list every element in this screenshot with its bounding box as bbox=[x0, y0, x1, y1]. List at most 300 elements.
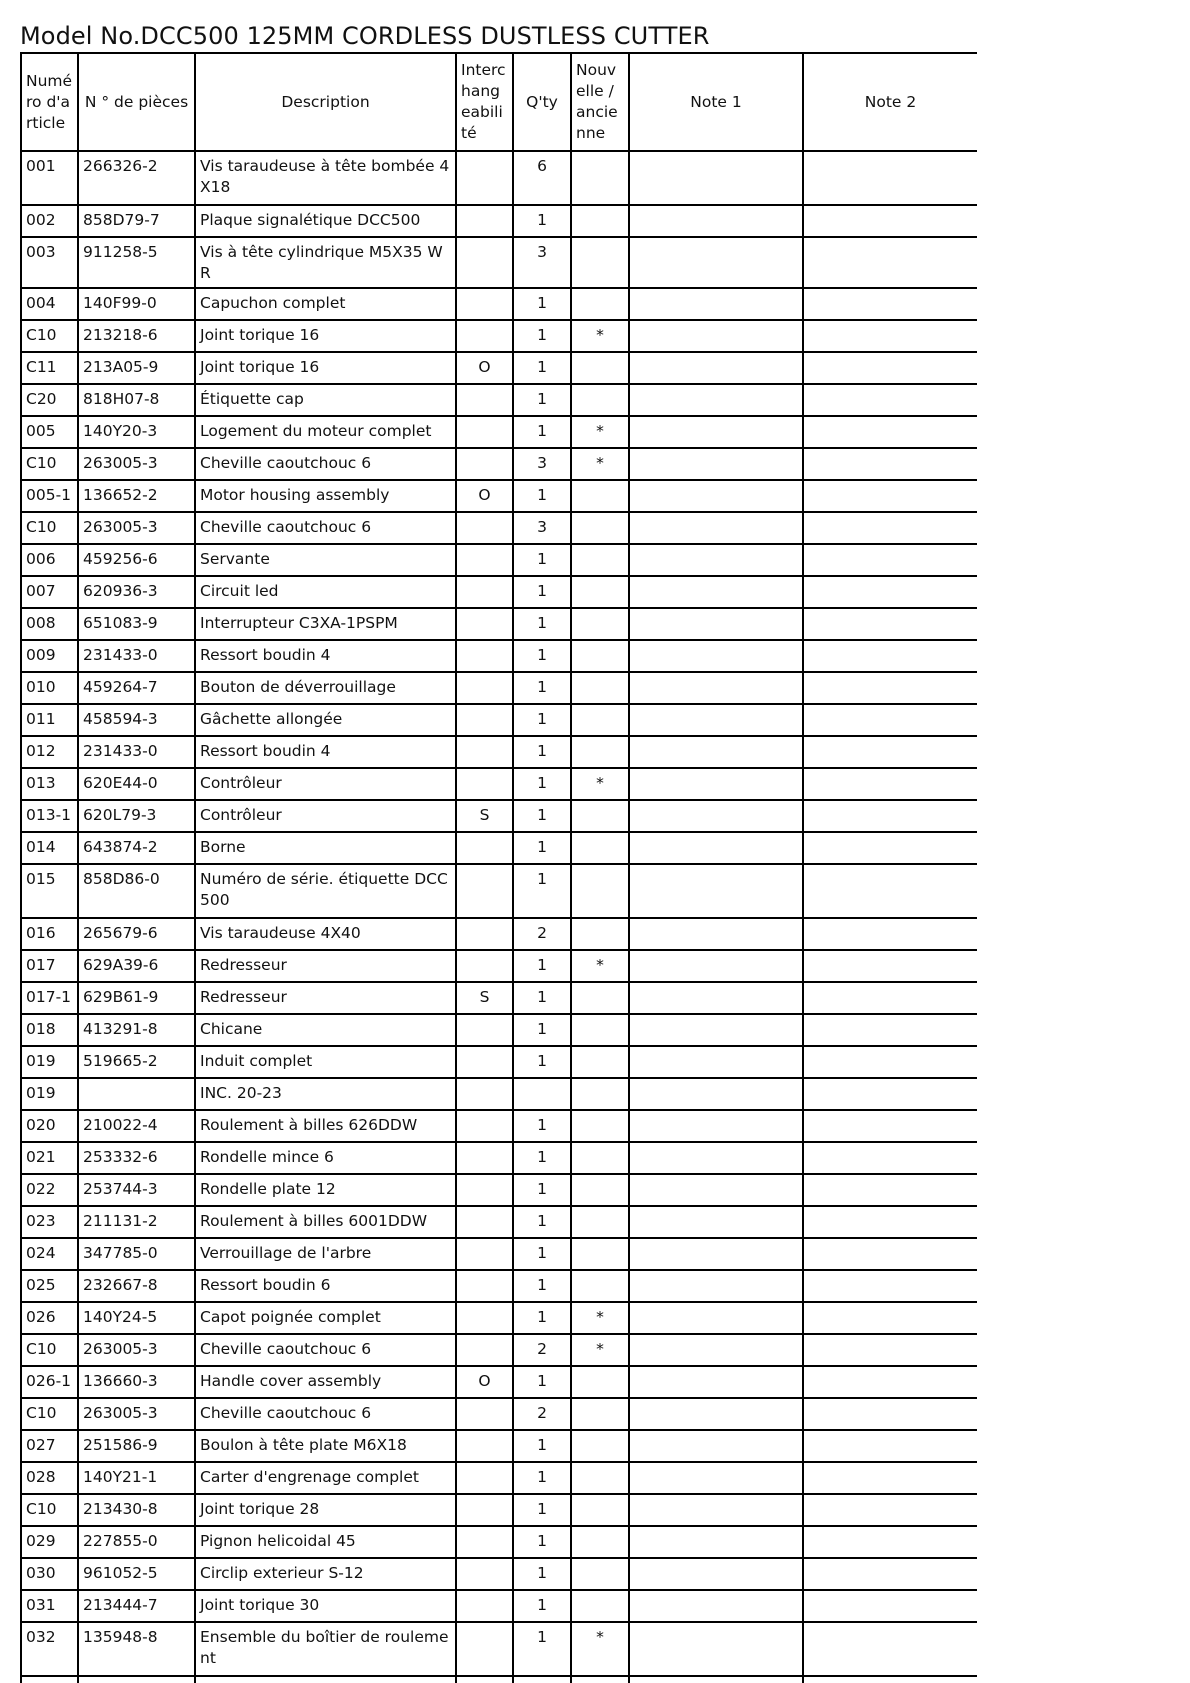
cell-quantity: 1 bbox=[513, 352, 571, 384]
cell-note-1 bbox=[629, 864, 803, 918]
cell-part-number: 136660-3 bbox=[78, 1366, 195, 1398]
cell-item-number: 005 bbox=[21, 416, 78, 448]
table-row bbox=[21, 864, 977, 918]
cell-item-number: 031 bbox=[21, 1590, 78, 1622]
page-title: Model No.DCC500 125MM CORDLESS DUSTLESS CUTTER bbox=[20, 22, 710, 50]
table-row bbox=[21, 918, 977, 950]
cell-note-2 bbox=[803, 800, 977, 832]
cell-description: Ressort boudin 4 bbox=[195, 736, 456, 768]
cell-new-old bbox=[571, 608, 629, 640]
cell-item-number: 005-1 bbox=[21, 480, 78, 512]
cell-quantity: 1 bbox=[513, 1238, 571, 1270]
empty-cell bbox=[456, 1676, 513, 1683]
cell-interchangeability: O bbox=[456, 352, 513, 384]
cell-new-old bbox=[571, 832, 629, 864]
table-row bbox=[21, 1334, 977, 1366]
cell-note-1 bbox=[629, 416, 803, 448]
cell-interchangeability bbox=[456, 1014, 513, 1046]
cell-description: Roulement à billes 6001DDW bbox=[195, 1206, 456, 1238]
table-row bbox=[21, 608, 977, 640]
parts-table bbox=[20, 52, 977, 1683]
cell-note-1 bbox=[629, 1366, 803, 1398]
cell-note-2 bbox=[803, 704, 977, 736]
column-header-interchangeability: Interchangeabilité bbox=[456, 53, 513, 151]
cell-quantity: 1 bbox=[513, 1622, 571, 1676]
cell-note-1 bbox=[629, 832, 803, 864]
cell-new-old: * bbox=[571, 950, 629, 982]
cell-new-old bbox=[571, 672, 629, 704]
cell-item-number: C10 bbox=[21, 512, 78, 544]
cell-note-1 bbox=[629, 1206, 803, 1238]
cell-quantity: 1 bbox=[513, 640, 571, 672]
cell-note-2 bbox=[803, 384, 977, 416]
cell-note-1 bbox=[629, 1238, 803, 1270]
cell-new-old bbox=[571, 237, 629, 288]
cell-description: Contrôleur bbox=[195, 800, 456, 832]
cell-item-number: 001 bbox=[21, 151, 78, 205]
cell-description: Plaque signalétique DCC500 bbox=[195, 205, 456, 237]
cell-note-1 bbox=[629, 1110, 803, 1142]
cell-note-1 bbox=[629, 480, 803, 512]
cell-interchangeability bbox=[456, 1270, 513, 1302]
cell-new-old bbox=[571, 704, 629, 736]
cell-item-number: 024 bbox=[21, 1238, 78, 1270]
cell-item-number: 020 bbox=[21, 1110, 78, 1142]
cell-part-number: 213A05-9 bbox=[78, 352, 195, 384]
cell-note-2 bbox=[803, 1046, 977, 1078]
cell-note-1 bbox=[629, 448, 803, 480]
cell-item-number: 019 bbox=[21, 1078, 78, 1110]
cell-note-1 bbox=[629, 352, 803, 384]
cell-quantity: 1 bbox=[513, 832, 571, 864]
cell-note-2 bbox=[803, 864, 977, 918]
cell-note-1 bbox=[629, 736, 803, 768]
cell-description: Pignon helicoidal 45 bbox=[195, 1526, 456, 1558]
column-header-description: Description bbox=[195, 53, 456, 151]
cell-description: Vis taraudeuse à tête bombée 4X18 bbox=[195, 151, 456, 205]
cell-note-2 bbox=[803, 640, 977, 672]
cell-interchangeability bbox=[456, 950, 513, 982]
cell-new-old bbox=[571, 1046, 629, 1078]
cell-note-1 bbox=[629, 640, 803, 672]
cell-note-2 bbox=[803, 544, 977, 576]
cell-part-number: 135948-8 bbox=[78, 1622, 195, 1676]
cell-note-2 bbox=[803, 918, 977, 950]
cell-item-number: 009 bbox=[21, 640, 78, 672]
column-header-new-old: Nouvelle / ancienne bbox=[571, 53, 629, 151]
cell-new-old bbox=[571, 1014, 629, 1046]
cell-note-2 bbox=[803, 320, 977, 352]
cell-quantity: 1 bbox=[513, 544, 571, 576]
table-row bbox=[21, 1270, 977, 1302]
cell-part-number: 266326-2 bbox=[78, 151, 195, 205]
cell-note-1 bbox=[629, 1430, 803, 1462]
cell-part-number: 458594-3 bbox=[78, 704, 195, 736]
cell-note-2 bbox=[803, 1302, 977, 1334]
cell-part-number: 818H07-8 bbox=[78, 384, 195, 416]
cell-part-number: 961052-5 bbox=[78, 1558, 195, 1590]
table-row bbox=[21, 1430, 977, 1462]
cell-item-number: 029 bbox=[21, 1526, 78, 1558]
cell-interchangeability: O bbox=[456, 1366, 513, 1398]
cell-quantity: 2 bbox=[513, 1398, 571, 1430]
cell-new-old: * bbox=[571, 768, 629, 800]
cell-quantity: 1 bbox=[513, 1590, 571, 1622]
cell-new-old bbox=[571, 544, 629, 576]
cell-interchangeability bbox=[456, 608, 513, 640]
cell-interchangeability bbox=[456, 1238, 513, 1270]
cell-interchangeability bbox=[456, 1622, 513, 1676]
cell-quantity: 1 bbox=[513, 768, 571, 800]
cell-part-number: 858D86-0 bbox=[78, 864, 195, 918]
table-row bbox=[21, 1366, 977, 1398]
cell-new-old bbox=[571, 1430, 629, 1462]
cell-new-old bbox=[571, 1462, 629, 1494]
cell-interchangeability bbox=[456, 640, 513, 672]
cell-quantity: 3 bbox=[513, 448, 571, 480]
cell-item-number: 017 bbox=[21, 950, 78, 982]
cell-part-number: 253744-3 bbox=[78, 1174, 195, 1206]
cell-new-old bbox=[571, 1398, 629, 1430]
table-row bbox=[21, 1238, 977, 1270]
table-row bbox=[21, 416, 977, 448]
table-row bbox=[21, 800, 977, 832]
cell-item-number: 025 bbox=[21, 1270, 78, 1302]
cell-note-1 bbox=[629, 1462, 803, 1494]
cell-interchangeability bbox=[456, 1078, 513, 1110]
table-row bbox=[21, 288, 977, 320]
cell-part-number: 858D79-7 bbox=[78, 205, 195, 237]
table-row bbox=[21, 950, 977, 982]
cell-note-2 bbox=[803, 1238, 977, 1270]
table-row bbox=[21, 736, 977, 768]
cell-interchangeability bbox=[456, 1334, 513, 1366]
cell-part-number: 140Y20-3 bbox=[78, 416, 195, 448]
table-row bbox=[21, 672, 977, 704]
cell-interchangeability bbox=[456, 704, 513, 736]
cell-interchangeability bbox=[456, 1494, 513, 1526]
table-row bbox=[21, 1494, 977, 1526]
cell-note-2 bbox=[803, 736, 977, 768]
table-row bbox=[21, 352, 977, 384]
cell-new-old bbox=[571, 1238, 629, 1270]
cell-interchangeability bbox=[456, 672, 513, 704]
table-row bbox=[21, 576, 977, 608]
cell-description: Vis taraudeuse 4X40 bbox=[195, 918, 456, 950]
cell-item-number: C20 bbox=[21, 384, 78, 416]
cell-quantity: 1 bbox=[513, 1302, 571, 1334]
table-row bbox=[21, 151, 977, 205]
cell-quantity: 1 bbox=[513, 982, 571, 1014]
cell-item-number: 013-1 bbox=[21, 800, 78, 832]
cell-new-old bbox=[571, 640, 629, 672]
cell-description: Cheville caoutchouc 6 bbox=[195, 1398, 456, 1430]
cell-new-old: * bbox=[571, 416, 629, 448]
cell-note-1 bbox=[629, 608, 803, 640]
cell-description: Gâchette allongée bbox=[195, 704, 456, 736]
cell-part-number: 519665-2 bbox=[78, 1046, 195, 1078]
cell-note-2 bbox=[803, 982, 977, 1014]
table-row bbox=[21, 480, 977, 512]
cell-quantity: 1 bbox=[513, 1110, 571, 1142]
cell-part-number: 232667-8 bbox=[78, 1270, 195, 1302]
cell-new-old bbox=[571, 1526, 629, 1558]
cell-note-1 bbox=[629, 918, 803, 950]
cell-part-number: 251586-9 bbox=[78, 1430, 195, 1462]
cell-description: Joint torique 30 bbox=[195, 1590, 456, 1622]
cell-interchangeability bbox=[456, 448, 513, 480]
cell-note-2 bbox=[803, 1622, 977, 1676]
cell-interchangeability bbox=[456, 237, 513, 288]
cell-new-old bbox=[571, 205, 629, 237]
cell-description: Étiquette cap bbox=[195, 384, 456, 416]
cell-part-number: 253332-6 bbox=[78, 1142, 195, 1174]
cell-item-number: 028 bbox=[21, 1462, 78, 1494]
cell-note-1 bbox=[629, 512, 803, 544]
cell-part-number: 911258-5 bbox=[78, 237, 195, 288]
table-row bbox=[21, 1078, 977, 1110]
cell-note-2 bbox=[803, 448, 977, 480]
cell-note-2 bbox=[803, 480, 977, 512]
cell-part-number: 213218-6 bbox=[78, 320, 195, 352]
cell-new-old bbox=[571, 736, 629, 768]
cell-part-number bbox=[78, 1078, 195, 1110]
cell-description: Verrouillage de l'arbre bbox=[195, 1238, 456, 1270]
cell-part-number: 140Y24-5 bbox=[78, 1302, 195, 1334]
cell-note-2 bbox=[803, 608, 977, 640]
cell-interchangeability bbox=[456, 205, 513, 237]
cell-interchangeability bbox=[456, 918, 513, 950]
cell-description: Ensemble du boîtier de roulement bbox=[195, 1622, 456, 1676]
cell-new-old bbox=[571, 512, 629, 544]
cell-interchangeability bbox=[456, 864, 513, 918]
cell-note-2 bbox=[803, 512, 977, 544]
cell-note-2 bbox=[803, 576, 977, 608]
cell-new-old bbox=[571, 1270, 629, 1302]
cell-description: Redresseur bbox=[195, 982, 456, 1014]
table-row-partial bbox=[21, 1676, 977, 1683]
cell-new-old bbox=[571, 1494, 629, 1526]
cell-part-number: 263005-3 bbox=[78, 448, 195, 480]
cell-note-1 bbox=[629, 288, 803, 320]
cell-part-number: 651083-9 bbox=[78, 608, 195, 640]
cell-new-old bbox=[571, 1078, 629, 1110]
table-row bbox=[21, 640, 977, 672]
cell-new-old bbox=[571, 288, 629, 320]
cell-description: Chicane bbox=[195, 1014, 456, 1046]
cell-item-number: C10 bbox=[21, 1398, 78, 1430]
cell-note-2 bbox=[803, 288, 977, 320]
cell-quantity: 3 bbox=[513, 512, 571, 544]
cell-item-number: 004 bbox=[21, 288, 78, 320]
cell-note-1 bbox=[629, 1590, 803, 1622]
table-row bbox=[21, 1174, 977, 1206]
table-row bbox=[21, 205, 977, 237]
table-body bbox=[21, 151, 977, 1683]
cell-item-number: 027 bbox=[21, 1430, 78, 1462]
cell-note-2 bbox=[803, 1142, 977, 1174]
cell-part-number: 629A39-6 bbox=[78, 950, 195, 982]
cell-item-number: C10 bbox=[21, 448, 78, 480]
cell-item-number: 002 bbox=[21, 205, 78, 237]
cell-note-1 bbox=[629, 151, 803, 205]
cell-note-1 bbox=[629, 1270, 803, 1302]
cell-interchangeability bbox=[456, 512, 513, 544]
cell-quantity: 1 bbox=[513, 1430, 571, 1462]
cell-description: Roulement à billes 626DDW bbox=[195, 1110, 456, 1142]
cell-interchangeability bbox=[456, 1590, 513, 1622]
cell-item-number: 011 bbox=[21, 704, 78, 736]
cell-part-number: 459264-7 bbox=[78, 672, 195, 704]
cell-quantity: 1 bbox=[513, 1206, 571, 1238]
cell-description: Capuchon complet bbox=[195, 288, 456, 320]
cell-note-2 bbox=[803, 768, 977, 800]
empty-cell bbox=[78, 1676, 195, 1683]
cell-new-old bbox=[571, 1142, 629, 1174]
cell-item-number: 015 bbox=[21, 864, 78, 918]
cell-note-2 bbox=[803, 832, 977, 864]
column-header-note-1: Note 1 bbox=[629, 53, 803, 151]
cell-note-1 bbox=[629, 1014, 803, 1046]
empty-cell bbox=[195, 1676, 456, 1683]
table-header-row bbox=[21, 53, 977, 151]
cell-new-old bbox=[571, 918, 629, 950]
cell-description: Induit complet bbox=[195, 1046, 456, 1078]
cell-item-number: C11 bbox=[21, 352, 78, 384]
cell-part-number: 413291-8 bbox=[78, 1014, 195, 1046]
cell-quantity: 1 bbox=[513, 416, 571, 448]
empty-cell bbox=[571, 1676, 629, 1683]
cell-item-number: 026-1 bbox=[21, 1366, 78, 1398]
cell-interchangeability bbox=[456, 1110, 513, 1142]
cell-description: Borne bbox=[195, 832, 456, 864]
cell-quantity: 1 bbox=[513, 1494, 571, 1526]
cell-item-number: 007 bbox=[21, 576, 78, 608]
cell-note-1 bbox=[629, 950, 803, 982]
cell-quantity: 2 bbox=[513, 1334, 571, 1366]
cell-quantity: 1 bbox=[513, 576, 571, 608]
cell-new-old: * bbox=[571, 448, 629, 480]
cell-note-2 bbox=[803, 950, 977, 982]
cell-note-1 bbox=[629, 1078, 803, 1110]
cell-new-old bbox=[571, 864, 629, 918]
table-row bbox=[21, 1302, 977, 1334]
cell-quantity: 1 bbox=[513, 1174, 571, 1206]
cell-item-number: 021 bbox=[21, 1142, 78, 1174]
cell-note-2 bbox=[803, 1078, 977, 1110]
cell-item-number: 022 bbox=[21, 1174, 78, 1206]
cell-quantity: 1 bbox=[513, 608, 571, 640]
cell-quantity: 1 bbox=[513, 320, 571, 352]
cell-new-old bbox=[571, 576, 629, 608]
cell-item-number: 010 bbox=[21, 672, 78, 704]
cell-part-number: 211131-2 bbox=[78, 1206, 195, 1238]
cell-new-old: * bbox=[571, 1302, 629, 1334]
cell-description: Numéro de série. étiquette DCC500 bbox=[195, 864, 456, 918]
cell-quantity: 1 bbox=[513, 1366, 571, 1398]
cell-note-2 bbox=[803, 151, 977, 205]
cell-quantity: 1 bbox=[513, 704, 571, 736]
column-header-part-number: N ° de pièces bbox=[78, 53, 195, 151]
table-row bbox=[21, 832, 977, 864]
table-row bbox=[21, 1558, 977, 1590]
cell-note-2 bbox=[803, 1174, 977, 1206]
cell-note-2 bbox=[803, 1590, 977, 1622]
cell-item-number: 008 bbox=[21, 608, 78, 640]
cell-quantity: 1 bbox=[513, 1270, 571, 1302]
cell-note-2 bbox=[803, 1110, 977, 1142]
cell-item-number: 013 bbox=[21, 768, 78, 800]
cell-item-number: 026 bbox=[21, 1302, 78, 1334]
cell-quantity: 1 bbox=[513, 1142, 571, 1174]
cell-interchangeability bbox=[456, 384, 513, 416]
cell-note-1 bbox=[629, 384, 803, 416]
cell-note-2 bbox=[803, 1270, 977, 1302]
table-row bbox=[21, 384, 977, 416]
cell-description: Logement du moteur complet bbox=[195, 416, 456, 448]
cell-note-1 bbox=[629, 544, 803, 576]
empty-cell bbox=[513, 1676, 571, 1683]
cell-note-2 bbox=[803, 1206, 977, 1238]
cell-note-1 bbox=[629, 1526, 803, 1558]
table-row bbox=[21, 982, 977, 1014]
cell-description: Cheville caoutchouc 6 bbox=[195, 512, 456, 544]
cell-part-number: 347785-0 bbox=[78, 1238, 195, 1270]
cell-part-number: 227855-0 bbox=[78, 1526, 195, 1558]
cell-new-old bbox=[571, 1366, 629, 1398]
cell-item-number: 018 bbox=[21, 1014, 78, 1046]
cell-note-2 bbox=[803, 1430, 977, 1462]
cell-part-number: 265679-6 bbox=[78, 918, 195, 950]
cell-new-old bbox=[571, 384, 629, 416]
cell-new-old: * bbox=[571, 1622, 629, 1676]
table-row bbox=[21, 320, 977, 352]
cell-interchangeability: S bbox=[456, 800, 513, 832]
cell-description: Contrôleur bbox=[195, 768, 456, 800]
cell-interchangeability bbox=[456, 1174, 513, 1206]
cell-note-2 bbox=[803, 1334, 977, 1366]
cell-new-old bbox=[571, 800, 629, 832]
cell-note-2 bbox=[803, 1462, 977, 1494]
column-header-item-number: Numéro d'article bbox=[21, 53, 78, 151]
cell-new-old bbox=[571, 1206, 629, 1238]
cell-note-2 bbox=[803, 416, 977, 448]
cell-note-1 bbox=[629, 672, 803, 704]
cell-description: INC. 20-23 bbox=[195, 1078, 456, 1110]
cell-interchangeability bbox=[456, 1302, 513, 1334]
cell-interchangeability bbox=[456, 1046, 513, 1078]
cell-description: Rondelle plate 12 bbox=[195, 1174, 456, 1206]
cell-item-number: 030 bbox=[21, 1558, 78, 1590]
cell-interchangeability bbox=[456, 1558, 513, 1590]
cell-interchangeability bbox=[456, 736, 513, 768]
cell-part-number: 629B61-9 bbox=[78, 982, 195, 1014]
cell-quantity: 1 bbox=[513, 205, 571, 237]
cell-description: Circuit led bbox=[195, 576, 456, 608]
cell-note-1 bbox=[629, 237, 803, 288]
cell-description: Servante bbox=[195, 544, 456, 576]
cell-item-number: 019 bbox=[21, 1046, 78, 1078]
cell-description: Bouton de déverrouillage bbox=[195, 672, 456, 704]
cell-description: Motor housing assembly bbox=[195, 480, 456, 512]
table-row bbox=[21, 1590, 977, 1622]
cell-quantity: 1 bbox=[513, 1014, 571, 1046]
cell-item-number: C10 bbox=[21, 1494, 78, 1526]
cell-part-number: 213430-8 bbox=[78, 1494, 195, 1526]
cell-description: Boulon à tête plate M6X18 bbox=[195, 1430, 456, 1462]
table-row bbox=[21, 1014, 977, 1046]
table-row bbox=[21, 1462, 977, 1494]
